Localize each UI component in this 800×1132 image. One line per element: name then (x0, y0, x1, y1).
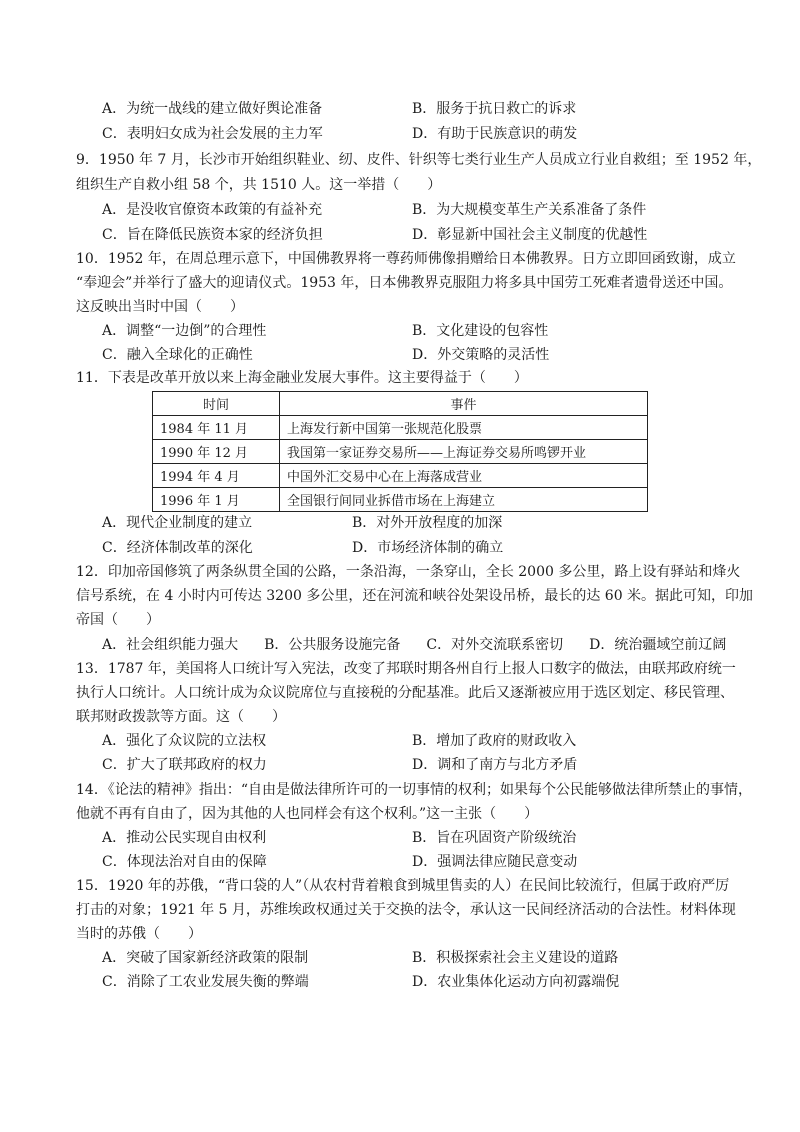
q15-stem-line-3: 当时的苏俄（ ） (76, 926, 202, 942)
q10-stem-line-2: “奉迎会”并举行了盛大的迎请仪式。1953 年，日本佛教界克服阻力将多具中国劳工死难者遗骨送还中国。 (76, 275, 733, 291)
q11-events-table (152, 391, 648, 512)
table-row (153, 416, 648, 440)
table-cell-event: 中国外汇交易中心在上海落成营业 (280, 464, 648, 488)
q14-option-a: A．推动公民实现自由权利 (102, 830, 267, 846)
q8-option-c: C．表明妇女成为社会发展的主力军 (102, 126, 323, 142)
q9-option-d: D．彰显新中国社会主义制度的优越性 (412, 227, 648, 243)
q12-stem-line-2: 信号系统，在 4 小时内可传达 3200 多公里，还在河流和峡谷处架设吊桥，最长的达 60 米。据此可知，印加 (76, 588, 754, 604)
table-row (153, 440, 648, 464)
q9-stem-line-2: 组织生产自救小组 58 个，共 1510 人。这一举措（ ） (76, 177, 442, 193)
q9-option-c: C．旨在降低民族资本家的经济负担 (102, 227, 323, 243)
q15-stem-line-1: 15．1920 年的苏俄，“背口袋的人”（从农村背着粮食到城里售卖的人）在民间比较流行，但属于政府严厉 (76, 878, 730, 894)
q10-stem-line-3: 这反映出当时中国（ ） (76, 299, 244, 315)
q10-option-d: D．外交策略的灵活性 (412, 347, 550, 363)
table-row (153, 464, 648, 488)
q15-option-d: D．农业集体化运动方向初露端倪 (412, 974, 620, 990)
q8-option-b: B．服务于抗日救亡的诉求 (412, 101, 577, 117)
q13-stem-line-2: 执行人口统计。人口统计成为众议院席位与直接税的分配基准。此后又逐渐被应用于选区划定、移民管理、 (76, 685, 734, 701)
table-row (153, 488, 648, 512)
q11-option-a: A．现代企业制度的建立 (102, 515, 253, 531)
q9-stem-line-1: 9．1950 年 7 月，长沙市开始组织鞋业、纫、皮件、针织等七类行业生产人员成立行业自救组；至 1952 年， (76, 152, 762, 168)
table-cell-time: 1990 年 12 月 (153, 440, 280, 464)
table-header-event: 事件 (280, 392, 648, 416)
q11-option-d: D．市场经济体制的确立 (352, 540, 504, 556)
q13-option-c: C．扩大了联邦政府的权力 (102, 757, 267, 773)
q13-stem-line-1: 13．1787 年，美国将人口统计写入宪法，改变了邦联时期各州自行上报人口数字的做法，由联邦政府统一 (76, 661, 736, 677)
table-header-row (153, 392, 648, 416)
q12-option-d: D．统治疆域空前辽阔 (589, 637, 727, 653)
q13-option-a: A．强化了众议院的立法权 (102, 733, 267, 749)
q12-stem-line-1: 12．印加帝国修筑了两条纵贯全国的公路，一条沿海，一条穿山，全长 2000 多公里，路上设有驿站和烽火 (76, 564, 741, 580)
table-header-time: 时间 (153, 392, 280, 416)
q13-option-d: D．调和了南方与北方矛盾 (412, 757, 578, 773)
q14-option-d: D．强调法律应随民意变动 (412, 854, 578, 870)
table-cell-event: 上海发行新中国第一张规范化股票 (280, 416, 648, 440)
q10-option-c: C．融入全球化的正确性 (102, 347, 253, 363)
q12-options (102, 635, 762, 655)
q8-option-d: D．有助于民族意识的萌发 (412, 126, 578, 142)
q13-stem-line-3: 联邦财政拨款等方面。这（ ） (76, 709, 286, 725)
table-cell-time: 1984 年 11 月 (153, 416, 280, 440)
q12-option-c: C．对外交流联系密切 (426, 637, 564, 653)
q9-option-b: B．为大规模变革生产关系准备了条件 (412, 202, 647, 218)
q11-option-b: B．对外开放程度的加深 (352, 515, 503, 531)
q10-option-b: B．文化建设的包容性 (412, 323, 549, 339)
q14-stem-line-2: 他就不再有自由了，因为其他的人也同样会有这个权利。”这一主张（ ） (76, 806, 539, 822)
q11-stem: 11．下表是改革开放以来上海金融业发展大事件。这主要得益于（ ） (76, 370, 528, 386)
q8-option-a: A．为统一战线的建立做好舆论准备 (102, 101, 323, 117)
q12-option-b: B．公共服务设施完备 (264, 637, 401, 653)
q15-option-a: A．突破了国家新经济政策的限制 (102, 950, 309, 966)
q10-option-a: A．调整“一边倒”的合理性 (102, 323, 267, 339)
table-cell-event: 我国第一家证券交易所——上海证券交易所鸣锣开业 (280, 440, 648, 464)
table-cell-time: 1996 年 1 月 (153, 488, 280, 512)
q15-option-c: C．消除了工农业发展失衡的弊端 (102, 974, 309, 990)
q13-option-b: B．增加了政府的财政收入 (412, 733, 577, 749)
q14-option-b: B．旨在巩固资产阶级统治 (412, 830, 577, 846)
q12-option-a: A．社会组织能力强大 (102, 637, 239, 653)
q12-stem-line-3: 帝国（ ） (76, 612, 160, 628)
q9-option-a: A．是没收官僚资本政策的有益补充 (102, 202, 323, 218)
q14-option-c: C．体现法治对自由的保障 (102, 854, 267, 870)
table-cell-event: 全国银行间同业拆借市场在上海建立 (280, 488, 648, 512)
q15-stem-line-2: 打击的对象；1921 年 5 月，苏维埃政权通过关于交换的法令，承认这一民间经济活动的合法性。材料体现 (76, 902, 736, 918)
table-cell-time: 1994 年 4 月 (153, 464, 280, 488)
q10-stem-line-1: 10．1952 年，在周总理示意下，中国佛教界将一尊药师佛像捐赠给日本佛教界。日方立即回函致谢，成立 (76, 251, 736, 267)
q15-option-b: B．积极探索社会主义建设的道路 (412, 950, 619, 966)
q14-stem-line-1: 14．《论法的精神》指出：“自由是做法律所许可的一切事情的权利；如果每个公民能够做法律所禁止的事情， (76, 782, 752, 798)
q11-option-c: C．经济体制改革的深化 (102, 540, 253, 556)
